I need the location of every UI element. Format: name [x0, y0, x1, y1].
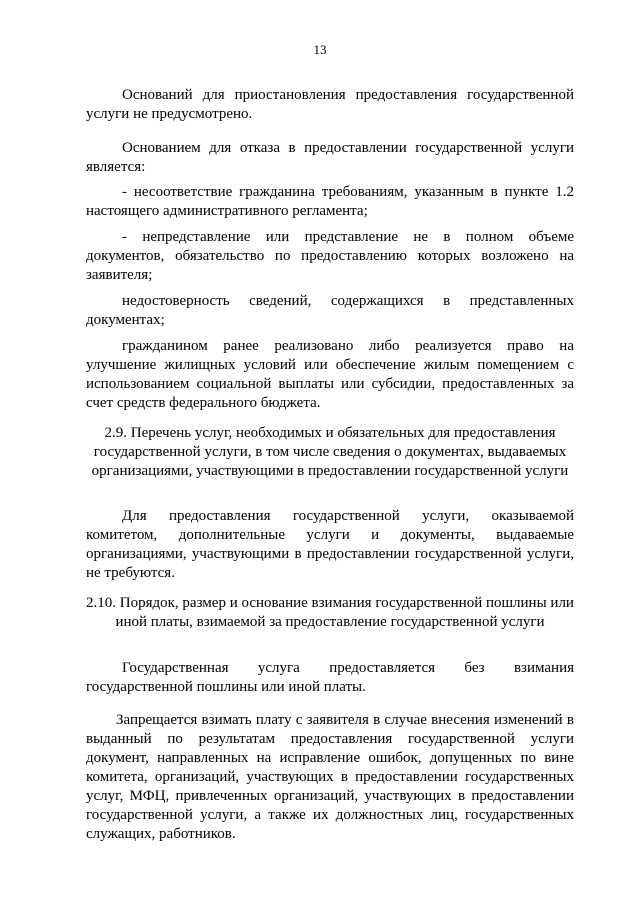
page-number: 13 [313, 42, 327, 57]
section-2-10-text: Государственная услуга предоставляется без взимания государственной пошлины или иной платы. [86, 660, 574, 695]
section-2-10-heading: 2.10. Порядок, размер и основание взимания государственной пошлины или иной платы, взимаемой за предоставление государственной услуги [86, 595, 574, 630]
paragraph-no-suspension: Оснований для приостановления предоставления государственной услуги не предусмотрено. [86, 87, 574, 122]
section-2-9-heading: 2.9. Перечень услуг, необходимых и обязательных для предоставления государственной услуги, в том числе сведения о документах, выдаваемых организациями, участвующими в предоставлении государственной услуги [91, 425, 569, 479]
paragraph-refusal-item-2: - непредставление или представление не в полном объеме документов, обязательство по предоставлению которых возложено на заявителя; [86, 229, 574, 283]
section-2-9-text: Для предоставления государственной услуги, оказываемой комитетом, дополнительные услуги и документы, выдаваемые организациями, участвующими в предоставлении государственной услуги, не требуются. [86, 508, 574, 581]
paragraph-refusal-grounds: Основанием для отказа в предоставлении государственной услуги является: [86, 140, 574, 175]
paragraph-refusal-item-3: недостоверность сведений, содержащихся в представленных документах; [86, 293, 574, 328]
paragraph-refusal-item-1: - несоответствие гражданина требованиям, указанным в пункте 1.2 настоящего административного регламента; [86, 184, 574, 219]
section-2-10-text-2: Запрещается взимать плату с заявителя в случае внесения изменений в выданный по результатам предоставления государственной услуги документ, направленных на исправление ошибок, допущенных по вине комитета, организаций, участвующих в предоставлении государственных услуг, МФЦ, привлеченных организаций, участвующих в предоставлении государственной услуги, а также их должностных лиц, государственных служащих, работников. [86, 712, 574, 842]
paragraph-refusal-item-4: гражданином ранее реализовано либо реализуется право на улучшение жилищных условий или обеспечение жилым помещением с использованием социальной выплаты или субсидии, предоставленных за счет средств федерального бюджета. [86, 338, 574, 411]
